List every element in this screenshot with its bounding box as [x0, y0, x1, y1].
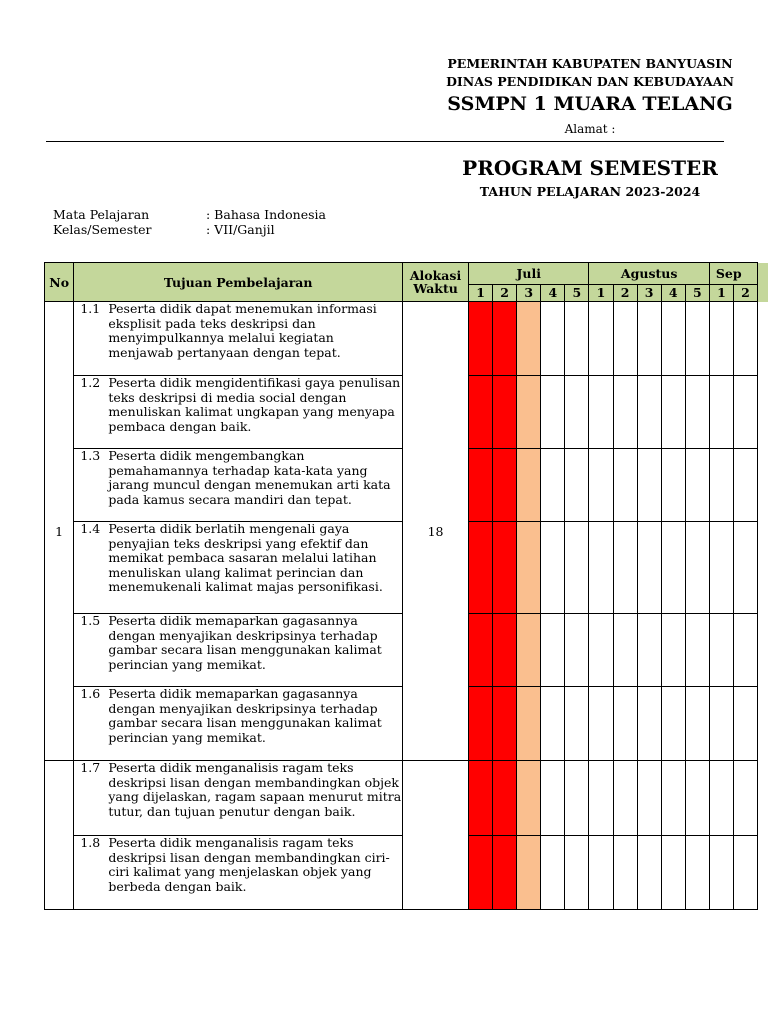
learning-objective-cell [74, 522, 403, 614]
week-cell [637, 836, 661, 910]
learning-objective-cell [74, 614, 403, 687]
week-cell [613, 302, 637, 376]
week-cell [661, 687, 685, 761]
week-cell [709, 522, 733, 614]
objective-code: 1.8 [80, 835, 101, 850]
week-cell [637, 761, 661, 836]
week-cell [709, 836, 733, 910]
header-department: DINAS PENDIDIKAN DAN KEBUDAYAAN [446, 74, 734, 89]
week-cell [517, 522, 541, 614]
header-address: Alamat : [564, 122, 616, 136]
week-cell [733, 376, 757, 449]
week-header: 1 [709, 284, 733, 301]
time-allocation [403, 761, 469, 910]
learning-objective-cell [74, 836, 403, 910]
week-cell [493, 761, 517, 836]
week-cell [661, 522, 685, 614]
week-cell [565, 761, 589, 836]
objective-code: 1.1 [80, 301, 101, 316]
table-edge [758, 302, 768, 376]
objective-text: Peserta didik memaparkan gagasannya dengan menyajikan deskripsinya terhadap gambar secara lisan menggunakan kalimat perincian yang memikat. [108, 613, 382, 672]
week-cell [709, 687, 733, 761]
meta-value-class: : VII/Ganjil [206, 222, 275, 237]
week-cell [493, 614, 517, 687]
week-cell [613, 836, 637, 910]
week-header: 2 [493, 284, 517, 301]
week-cell [565, 836, 589, 910]
week-cell [565, 687, 589, 761]
week-cell [589, 302, 613, 376]
week-cell [613, 687, 637, 761]
week-cell [613, 522, 637, 614]
week-header: 1 [469, 284, 493, 301]
page-subtitle: TAHUN PELAJARAN 2023-2024 [479, 184, 701, 199]
page-title: PROGRAM SEMESTER [462, 156, 718, 180]
column-header-alokasi: Alokasi Waktu [403, 263, 469, 302]
learning-objective-cell [74, 449, 403, 522]
week-cell [469, 687, 493, 761]
table-edge [758, 376, 768, 449]
week-cell [733, 687, 757, 761]
week-cell [565, 449, 589, 522]
week-header: 5 [565, 284, 589, 301]
week-cell [661, 836, 685, 910]
week-cell [541, 614, 565, 687]
week-cell [733, 836, 757, 910]
week-cell [637, 614, 661, 687]
week-cell [565, 376, 589, 449]
week-cell [517, 376, 541, 449]
week-cell [589, 614, 613, 687]
week-cell [685, 376, 709, 449]
week-cell [517, 302, 541, 376]
meta-label-subject: Mata Pelajaran [53, 207, 150, 222]
semester-program-table-wrap [44, 262, 768, 912]
week-cell [637, 522, 661, 614]
week-cell [517, 614, 541, 687]
week-cell [685, 449, 709, 522]
table-edge [758, 614, 768, 687]
week-cell [613, 761, 637, 836]
objective-text: Peserta didik dapat menemukan informasi eksplisit pada teks deskripsi dan menyimpulkannya melalui kegiatan menjawab pertanyaan dengan tepat. [108, 301, 377, 360]
week-cell [565, 302, 589, 376]
table-edge [758, 687, 768, 761]
week-cell [541, 687, 565, 761]
week-cell [517, 449, 541, 522]
week-header: 2 [733, 284, 757, 301]
week-cell [685, 614, 709, 687]
week-cell [589, 761, 613, 836]
header-filler [758, 263, 768, 302]
column-header-no: No [45, 263, 74, 302]
table-row [45, 761, 768, 836]
table-row [45, 302, 768, 376]
week-cell [685, 836, 709, 910]
week-header: 2 [613, 284, 637, 301]
week-cell [709, 376, 733, 449]
week-cell [733, 522, 757, 614]
week-cell [733, 302, 757, 376]
week-cell [469, 836, 493, 910]
week-cell [685, 687, 709, 761]
learning-objective-cell [74, 376, 403, 449]
week-cell [541, 302, 565, 376]
week-cell [661, 302, 685, 376]
week-cell [661, 376, 685, 449]
week-header: 4 [541, 284, 565, 301]
objective-code: 1.7 [80, 760, 101, 775]
week-cell [469, 449, 493, 522]
week-cell [613, 614, 637, 687]
semester-program-table [44, 262, 768, 910]
meta-value-subject: : Bahasa Indonesia [206, 207, 326, 222]
meta-label-class: Kelas/Semester [53, 222, 152, 237]
week-cell [709, 614, 733, 687]
week-cell [493, 687, 517, 761]
week-header: 1 [589, 284, 613, 301]
week-cell [709, 761, 733, 836]
header-government: PEMERINTAH KABUPATEN BANYUASIN [447, 56, 733, 71]
week-cell [637, 302, 661, 376]
week-cell [493, 522, 517, 614]
week-cell [589, 522, 613, 614]
month-header: Juli [469, 263, 589, 285]
week-cell [493, 302, 517, 376]
week-cell [685, 302, 709, 376]
week-cell [733, 449, 757, 522]
header-divider [46, 141, 724, 142]
objective-code: 1.2 [80, 375, 101, 390]
week-cell [685, 761, 709, 836]
week-cell [493, 376, 517, 449]
learning-objective-cell [74, 761, 403, 836]
week-cell [565, 522, 589, 614]
week-cell [493, 836, 517, 910]
row-number [45, 761, 74, 910]
week-cell [469, 522, 493, 614]
week-cell [541, 376, 565, 449]
week-cell [637, 687, 661, 761]
week-cell [661, 614, 685, 687]
header-school-name: SSMPN 1 MUARA TELANG [447, 93, 733, 115]
week-cell [541, 761, 565, 836]
table-edge [758, 836, 768, 910]
month-header: Sep [709, 263, 757, 285]
week-header: 3 [637, 284, 661, 301]
week-cell [517, 687, 541, 761]
week-cell [685, 522, 709, 614]
week-header: 5 [685, 284, 709, 301]
time-allocation: 18 [403, 302, 469, 761]
week-cell [589, 449, 613, 522]
week-cell [541, 449, 565, 522]
week-cell [661, 761, 685, 836]
objective-code: 1.4 [80, 521, 101, 536]
objective-text: Peserta didik mengidentifikasi gaya penulisan teks deskripsi di media social dengan menuliskan kalimat ungkapan yang menyapa pembaca dengan baik. [108, 375, 401, 434]
week-cell [565, 614, 589, 687]
week-cell [517, 836, 541, 910]
table-edge [758, 449, 768, 522]
week-cell [469, 302, 493, 376]
week-cell [733, 614, 757, 687]
table-edge [758, 522, 768, 614]
objective-text: Peserta didik mengembangkan pemahamannya terhadap kata-kata yang jarang muncul dengan menemukan arti kata pada kamus secara mandiri dan tepat. [108, 448, 391, 507]
learning-objective-cell [74, 687, 403, 761]
objective-code: 1.5 [80, 613, 101, 628]
week-cell [589, 836, 613, 910]
week-header: 3 [517, 284, 541, 301]
objective-text: Peserta didik memaparkan gagasannya dengan menyajikan deskripsinya terhadap gambar secara lisan menggunakan kalimat perincian yang memikat. [108, 686, 382, 745]
week-cell [661, 449, 685, 522]
table-edge [758, 761, 768, 836]
week-cell [709, 302, 733, 376]
week-cell [469, 376, 493, 449]
objective-text: Peserta didik menganalisis ragam teks deskripsi lisan dengan membandingkan objek yang dijelaskan, ragam sapaan menurut mitra tutur, dan tujuan penutur dengan baik. [108, 760, 402, 819]
week-cell [613, 449, 637, 522]
week-cell [541, 836, 565, 910]
week-cell [637, 449, 661, 522]
objective-text: Peserta didik berlatih mengenali gaya penyajian teks deskripsi yang efektif dan memikat pembaca sasaran melalui latihan menuliskan ulang kalimat perincian dan menemukenali kalimat majas personifikasi. [108, 521, 383, 594]
week-cell [637, 376, 661, 449]
week-header: 4 [661, 284, 685, 301]
week-cell [733, 761, 757, 836]
row-number: 1 [45, 302, 74, 761]
week-cell [613, 376, 637, 449]
week-cell [709, 449, 733, 522]
objective-code: 1.6 [80, 686, 101, 701]
month-header: Agustus [589, 263, 709, 285]
week-cell [493, 449, 517, 522]
week-cell [517, 761, 541, 836]
week-cell [541, 522, 565, 614]
week-cell [469, 761, 493, 836]
week-cell [589, 376, 613, 449]
week-cell [589, 687, 613, 761]
objective-code: 1.3 [80, 448, 101, 463]
learning-objective-cell [74, 302, 403, 376]
column-header-tujuan: Tujuan Pembelajaran [74, 263, 403, 302]
objective-text: Peserta didik menganalisis ragam teks deskripsi lisan dengan membandingkan ciri-ciri kalimat yang menjelaskan objek yang berbeda dengan baik. [108, 835, 390, 894]
week-cell [469, 614, 493, 687]
